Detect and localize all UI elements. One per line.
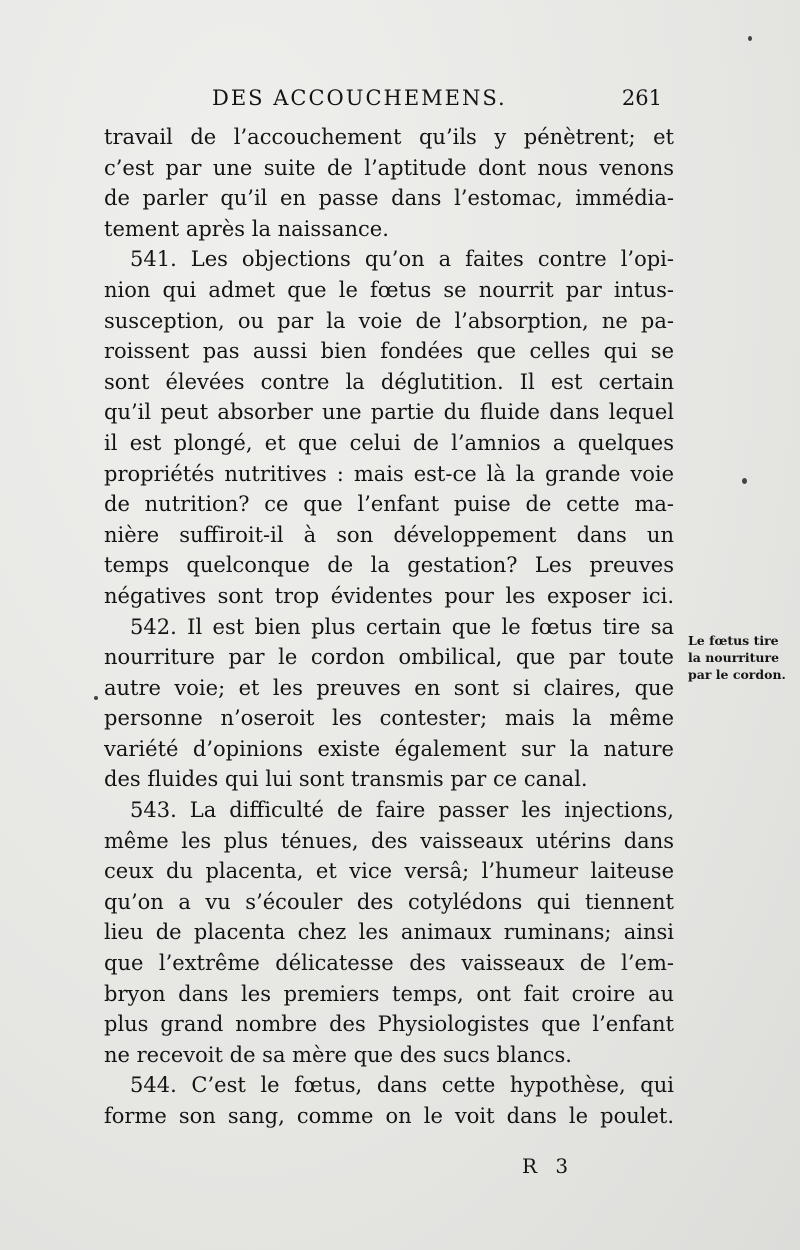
text-line: sont élevées contre la déglutition. Il est certain [104,369,674,394]
text-line: 542. Il est bien plus certain que le fœtus tire sa [130,614,674,639]
margin-note [688,632,794,683]
text-line: autre voie; et les preuves en sont si claires, que [104,675,674,700]
text-line: propriétés nutritives : mais est-ce là la grande voie [104,461,674,486]
text-line: variété d’opinions existe également sur la nature [104,736,674,761]
text-line: ceux du placenta, et vice versâ; l’humeur laiteuse [104,859,674,884]
text-line: nière suffiroit-il à son développement dans un [104,522,674,547]
print-speck [748,36,752,41]
text-line: même les plus ténues, des vaisseaux utérins dans [104,828,674,853]
text-line: temps quelconque de la gestation? Les preuves [104,553,674,578]
text-line: roissent pas aussi bien fondées que celles qui se [104,339,674,364]
text-line: personne n’oseroit les contester; mais la même [104,706,674,731]
text-line: tement après la naissance. [104,216,389,241]
text-line: susception, ou par la voie de l’absorption, ne pa- [104,308,674,333]
print-speck [94,696,98,700]
text-line: il est plongé, et que celui de l’amnios a quelques [104,430,674,455]
running-title: DES ACCOUCHEMENS. [212,86,507,110]
text-line: de nutrition? ce que l’enfant puise de cette ma- [104,492,674,517]
text-line: 541. Les objections qu’on a faites contre l’opi- [130,247,674,272]
text-line: travail de l’accouchement qu’ils y pénètrent; et [104,125,674,149]
text-line: bryon dans les premiers temps, ont fait croire au [104,981,674,1006]
text-line: qu’on a vu s’écouler des cotylédons qui tiennent [104,889,674,914]
text-line: lieu de placenta chez les animaux ruminans; ainsi [104,920,674,945]
text-line: 544. C’est le fœtus, dans cette hypothèse, qui [130,1073,674,1098]
margin-note-line: la nourriture [688,650,780,665]
page-number: 261 [621,86,662,110]
signature-mark: R 3 [522,1154,575,1178]
text-line: plus grand nombre des Physiologistes que l’enfant [104,1012,674,1037]
text-line: qu’il peut absorber une partie du fluide dans lequel [104,400,674,425]
text-line: nion qui admet que le fœtus se nourrit par intus- [104,277,674,302]
text-line: c’est par une suite de l’aptitude dont nous venons [104,155,674,180]
text-line: ne recevoit de sa mère que des sucs blancs. [104,1042,572,1067]
text-line: que l’extrême délicatesse des vaisseaux de l’em- [104,951,674,976]
text-line: négatives sont trop évidentes pour les exposer ici. [104,583,674,608]
text-line: de parler qu’il en passe dans l’estomac, immédia- [104,186,674,211]
body-text [104,122,674,1132]
text-line: 543. La difficulté de faire passer les injections, [130,798,674,823]
text-line: nourriture par le cordon ombilical, que par toute [104,645,674,670]
margin-note-line: Le fœtus tire [688,633,779,648]
print-speck [742,478,747,484]
text-line: des fluides qui lui sont transmis par ce canal. [104,767,588,792]
margin-note-line: par le cordon. [688,667,786,682]
text-line: forme son sang, comme on le voit dans le poulet. [104,1104,674,1128]
